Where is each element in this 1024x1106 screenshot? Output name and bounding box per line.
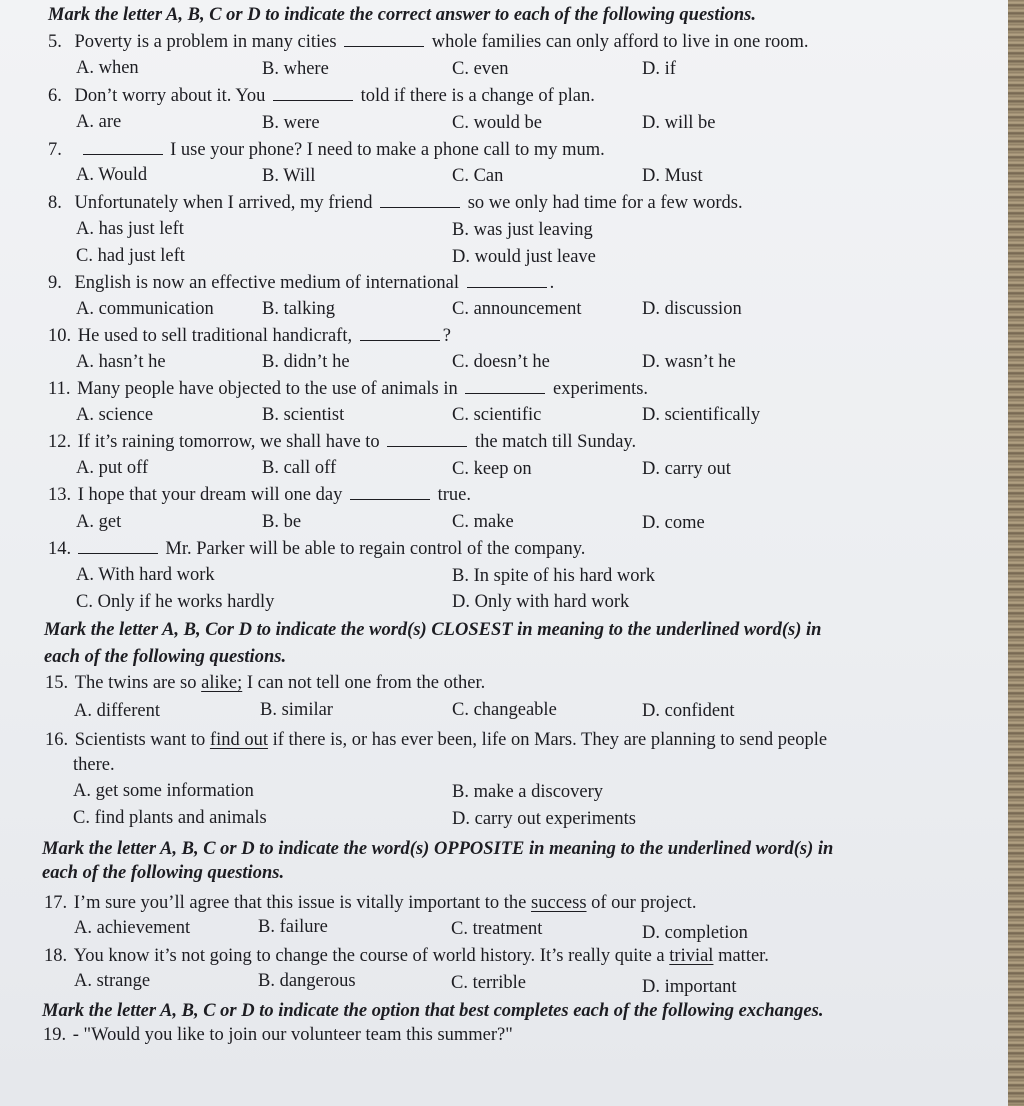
section-instruction: Mark the letter A, B, C or D to indicate the word(s) OPPOSITE in meaning to the underlined word(s) in <box>42 839 834 859</box>
question-15: 15. The twins are so alike; I can not tell one from the other. <box>45 673 486 693</box>
option-c: C. announcement <box>452 299 582 319</box>
option-c: C. doesn’t he <box>452 352 550 372</box>
option-c: C. Can <box>452 166 504 186</box>
option-c: C. had just left <box>76 246 185 266</box>
option-d: D. will be <box>642 113 716 133</box>
option-c: C. find plants and animals <box>73 808 267 828</box>
option-d: D. Only with hard work <box>452 592 630 612</box>
option-b: B. similar <box>260 700 333 720</box>
option-d: D. important <box>642 977 737 997</box>
option-b: B. failure <box>258 917 328 937</box>
option-b: B. make a discovery <box>452 782 604 802</box>
option-c: C. make <box>452 512 514 532</box>
option-a: A. communication <box>76 299 214 319</box>
option-d: D. scientifically <box>642 405 761 425</box>
option-c: C. Only if he works hardly <box>76 592 275 612</box>
option-a: A. Would <box>76 165 148 185</box>
option-b: B. In spite of his hard work <box>452 566 655 586</box>
option-d: D. completion <box>642 923 748 943</box>
option-a: A. With hard work <box>76 565 215 585</box>
question-14: 14. Mr. Parker will be able to regain control of the company. <box>48 539 586 559</box>
option-a: A. put off <box>76 458 149 478</box>
answer-blank <box>83 140 163 155</box>
answer-blank <box>465 379 545 394</box>
option-a: A. has just left <box>76 219 184 239</box>
section-instruction: each of the following questions. <box>42 863 285 883</box>
option-d: D. wasn’t he <box>642 352 736 372</box>
answer-blank <box>344 32 424 47</box>
option-a: A. hasn’t he <box>76 352 166 372</box>
option-a: A. science <box>76 405 154 425</box>
option-c: C. keep on <box>452 459 532 479</box>
option-b: B. talking <box>262 299 335 319</box>
question-6: 6. Don’t worry about it. You told if there is a change of plan. <box>48 86 595 106</box>
option-a: A. get some information <box>73 781 254 801</box>
option-b: B. didn’t he <box>262 352 350 372</box>
option-b: B. dangerous <box>258 971 356 991</box>
option-d: D. discussion <box>642 299 742 319</box>
section-instruction: Mark the letter A, B, Cor D to indicate the word(s) CLOSEST in meaning to the underlined word(s) in <box>44 620 822 640</box>
underlined-word: alike; <box>201 673 243 693</box>
question-12: 12. If it’s raining tomorrow, we shall have to the match till Sunday. <box>48 432 637 452</box>
option-b: B. be <box>262 512 302 532</box>
option-c: C. would be <box>452 113 542 133</box>
option-d: D. if <box>642 59 676 79</box>
option-a: A. are <box>76 112 122 132</box>
question-10: 10. He used to sell traditional handicraft, ? <box>48 326 451 346</box>
option-a: A. different <box>74 701 160 721</box>
option-c: C. changeable <box>452 700 557 720</box>
question-18: 18. You know it’s not going to change the course of world history. It’s really quite a trivial matter. <box>44 946 769 966</box>
option-a: A. when <box>76 58 139 78</box>
question-11: 11. Many people have objected to the use of animals in experiments. <box>48 379 649 399</box>
option-b: B. scientist <box>262 405 345 425</box>
option-b: B. where <box>262 59 329 79</box>
answer-blank <box>380 193 460 208</box>
underlined-word: trivial <box>669 946 714 966</box>
question-8: 8. Unfortunately when I arrived, my friend so we only had time for a few words. <box>48 193 743 213</box>
answer-blank <box>350 485 430 500</box>
option-d: D. carry out <box>642 459 731 479</box>
option-d: D. come <box>642 513 705 533</box>
option-d: D. confident <box>642 701 735 721</box>
option-c: C. terrible <box>451 973 527 993</box>
question-7: 7. I use your phone? I need to make a phone call to my mum. <box>48 140 605 160</box>
question-19: 19. - "Would you like to join our volunteer team this summer?" <box>43 1025 513 1045</box>
option-a: A. achievement <box>74 918 191 938</box>
option-b: B. call off <box>262 458 337 478</box>
question-5: 5. Poverty is a problem in many cities whole families can only afford to live in one room. <box>48 32 809 52</box>
answer-blank <box>78 539 158 554</box>
option-b: B. Will <box>262 166 316 186</box>
option-d: D. Must <box>642 166 703 186</box>
question-16: 16. Scientists want to find out if there is, or has ever been, life on Mars. They are planning to send people <box>45 730 828 750</box>
option-b: B. was just leaving <box>452 220 593 240</box>
question-16-continuation: there. <box>73 755 115 775</box>
question-17: 17. I’m sure you’ll agree that this issue is vitally important to the success of our project. <box>44 893 697 913</box>
section-instruction: Mark the letter A, B, C or D to indicate the correct answer to each of the following questions. <box>48 5 756 25</box>
section-instruction: Mark the letter A, B, C or D to indicate the option that best completes each of the following exchanges. <box>42 1001 824 1021</box>
section-instruction: each of the following questions. <box>44 647 287 667</box>
answer-blank <box>467 273 547 288</box>
page-binding-edge <box>1008 0 1024 1106</box>
option-c: C. scientific <box>452 405 542 425</box>
answer-blank <box>387 432 467 447</box>
underlined-word: find out <box>209 730 268 750</box>
option-b: B. were <box>262 113 320 133</box>
option-d: D. carry out experiments <box>452 809 636 829</box>
option-c: C. treatment <box>451 919 543 939</box>
option-a: A. strange <box>74 971 151 991</box>
question-9: 9. English is now an effective medium of international . <box>48 273 555 293</box>
underlined-word: success <box>531 893 587 913</box>
answer-blank <box>273 86 353 101</box>
option-c: C. even <box>452 59 509 79</box>
answer-blank <box>360 326 440 341</box>
option-a: A. get <box>76 512 122 532</box>
option-d: D. would just leave <box>452 247 596 267</box>
question-13: 13. I hope that your dream will one day true. <box>48 485 471 505</box>
